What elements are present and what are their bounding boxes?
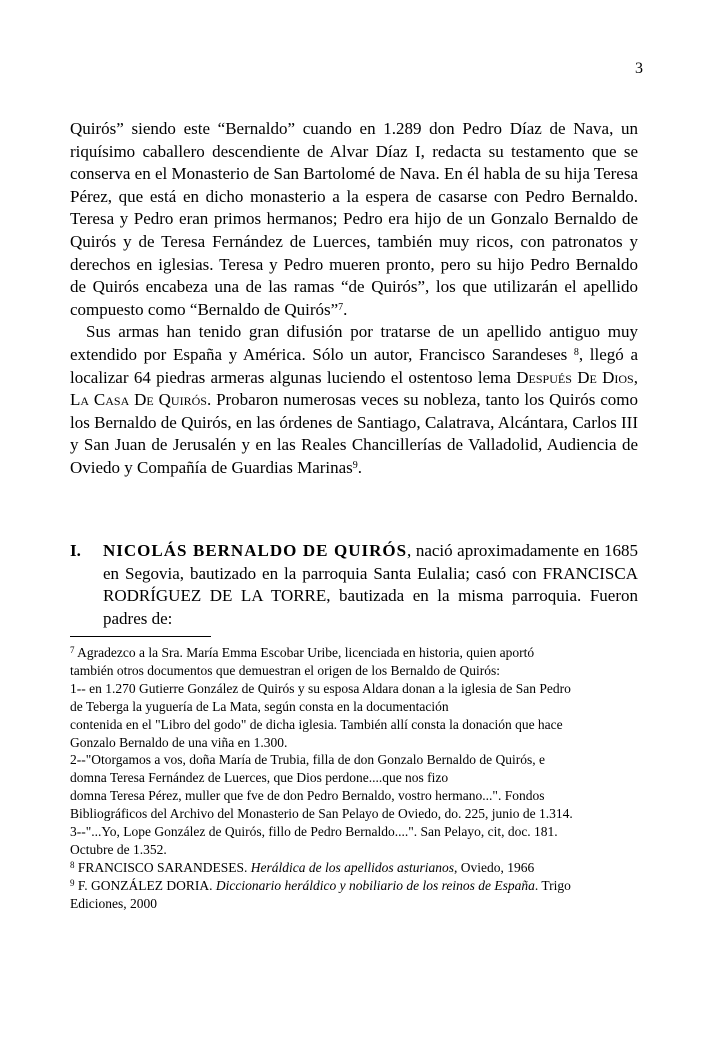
footnote-9-line-2: Ediciones, 2000 — [70, 895, 157, 911]
footnote-9 — [70, 877, 645, 895]
footnote-7-line: Gonzalo Bernaldo de una viña en 1.300. — [70, 734, 288, 750]
footnote-7-line: 3--"...Yo, Lope González de Quirós, fillo de Pedro Bernaldo....". San Pelayo, cit, doc. 181. — [70, 824, 558, 840]
paragraph-2 — [70, 321, 638, 479]
footnote-7-line: también otros documentos que demuestran el origen de los Bernaldo de Quirós: — [70, 662, 501, 678]
footnote-7-line: domna Teresa Fernández de Luerces, que Dios perdone....que nos fizo — [70, 770, 449, 786]
main-text — [70, 118, 638, 480]
footnote-9-rest: . Trigo — [534, 877, 571, 893]
entry-description: , nació aproximadamente en 1685 en Segovia, bautizado en la parroquia Santa Eulalia; casó con FRANCISCA RODRÍGUEZ DE LA TORRE, bautizada en la misma parroquia. Fueron padres de: — [103, 541, 638, 628]
footnote-9-author: F. GONZÁLEZ DORIA. — [74, 877, 216, 893]
paragraph-1-text: Quirós” siendo este “Bernaldo” cuando en 1.289 don Pedro Díaz de Nava, un riquísimo caballero descendiente de Alvar Díaz I, redacta su testamento que se conserva en el Monasterio de San Bartolomé de Nava. En él habla de su hija Teresa Pérez, que está en dicho monasterio a la espera de casarse con Pedro Bernaldo. Teresa y Pedro eran primos hermanos; Pedro era hijo de un Gonzalo Bernaldo de Quirós y de Teresa Fernández de Luerces, también muy ricos, con patronatos y derechos en iglesias. Teresa y Pedro mueren pronto, pero su hijo Pedro Bernaldo de Quirós encabeza una de las ramas “de Quirós”, los que utilizarán el apellido compuesto como “Bernaldo de Quirós” — [70, 119, 638, 319]
paragraph-2-text-b: , llegó a localizar 64 piedras armeras algunas luciendo el ostentoso lema — [70, 344, 638, 387]
page-number: 3 — [635, 60, 643, 77]
footnote-separator — [70, 636, 211, 637]
footnote-7-line: 1-- en 1.270 Gutierre González de Quirós y su esposa Aldara donan a la iglesia de San Pedro — [70, 680, 571, 696]
entry-text — [103, 540, 638, 630]
footnote-9-title: Diccionario heráldico y nobiliario de los reinos de España — [215, 877, 535, 893]
footnote-7-line: domna Teresa Pérez, muller que fve de don Pedro Bernaldo, vostro hermano...". Fondos — [70, 788, 545, 804]
footnote-8 — [70, 859, 645, 877]
paragraph-1-end: . — [343, 299, 348, 319]
paragraph-1 — [70, 118, 638, 321]
footnote-7-line: contenida en el "Libro del godo" de dicha iglesia. También allí consta la donación que hace — [70, 716, 563, 732]
footnote-ref-7[interactable]: 7 — [338, 301, 344, 313]
motto: Después De Dios, La Casa De Quirós — [70, 367, 638, 410]
footnote-7-line: 2--"Otorgamos a vos, doña María de Trubia, filla de don Gonzalo Bernaldo de Quirós, e — [70, 752, 546, 768]
footnotes — [70, 644, 645, 913]
entry-name: NICOLÁS BERNALDO DE QUIRÓS — [103, 541, 408, 560]
footnote-9-mark: 9 — [70, 877, 75, 888]
footnote-ref-8[interactable]: 8 — [573, 346, 579, 358]
genealogy-entry — [70, 540, 638, 630]
footnote-7-mark: 7 — [70, 645, 75, 655]
paragraph-2-text-a: Sus armas han tenido gran difusión por tratarse de un apellido antiguo muy extendido por España y América. Sólo un autor, Francisco Sarandeses — [70, 322, 638, 364]
paragraph-2-end: . — [357, 457, 363, 477]
footnote-8-rest: , Oviedo, 1966 — [454, 859, 535, 875]
footnote-8-title: Heráldica de los apellidos asturianos — [250, 859, 455, 875]
footnote-7-line — [70, 644, 645, 662]
footnote-ref-9[interactable]: 9 — [352, 459, 358, 471]
footnote-7-line: Octubre de 1.352. — [70, 841, 167, 857]
footnote-7-line: de Teberga la yuguería de La Mata, según consta en la documentación — [70, 698, 449, 714]
footnote-8-mark: 8 — [70, 859, 75, 870]
paragraph-2-text-c: . Probaron numerosas veces su nobleza, tanto los Quirós como los Bernaldo de Quirós, en las órdenes de Santiago, Calatrava, Alcántara, Carlos III y San Juan de Jerusalén y en las Reales Chancillerías de Valladolid, Audiencia de Oviedo y Compañía de Guardias Marinas — [70, 390, 638, 477]
footnote-7-text: Agradezco a la Sra. María Emma Escobar Uribe, licenciada en historia, quien aportó — [74, 645, 535, 660]
entry-numeral: I. — [70, 541, 81, 560]
footnote-7-line: Bibliográficos del Archivo del Monasterio de San Pelayo de Oviedo, do. 225, junio de 1.314. — [70, 806, 573, 822]
footnote-8-author: FRANCISCO SARANDESES. — [74, 859, 251, 875]
